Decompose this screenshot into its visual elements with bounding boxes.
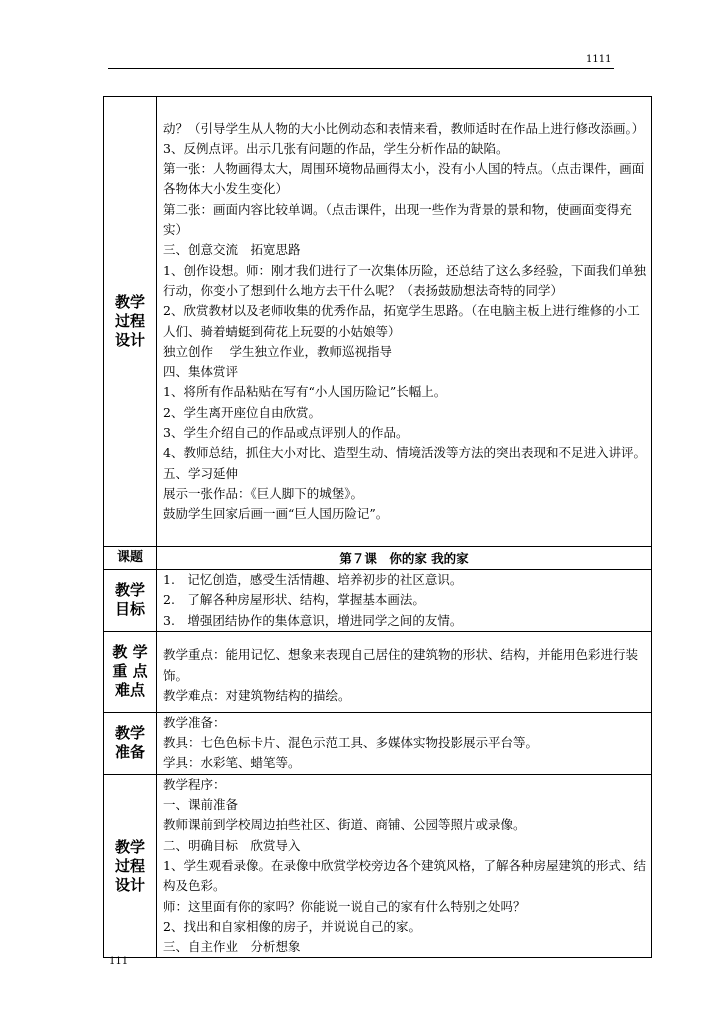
header-rule [108, 68, 614, 69]
process1-line: 第二张：画面内容比较单调。（点击课件，出现一些作为背景的景和物，使画面变得充实） [163, 201, 632, 238]
process2-line: 三、自主作业 分析想象 [163, 939, 301, 955]
header-page-code: 1111 [586, 54, 612, 65]
process2-line: 二、明确目标 欣赏导入 [163, 837, 301, 853]
process2-line: 一、课前准备 [163, 797, 239, 813]
content-process-1 [157, 97, 652, 547]
process1-line: 1、将所有作品粘贴在写有“小人国历险记”长幅上。 [163, 384, 447, 400]
process2-line: 1、学生观看录像。在录像中欣赏学校旁边各个建筑风格，了解各种房屋建筑的形式、结构及色彩。 [163, 857, 646, 894]
label-process-1: 教学 过程 设计 [104, 97, 157, 547]
content-key-points [157, 631, 652, 712]
lesson-plan-table [103, 96, 652, 958]
goal-line: 3. 增强团结协作的集体意识，增进同学之间的友情。 [163, 612, 463, 628]
process2-line: 教师课前到学校周边拍些社区、街道、商铺、公园等照片或录像。 [163, 817, 526, 833]
prep-line: 学具：水彩笔、蜡笔等。 [163, 755, 301, 771]
content-goals [157, 570, 652, 632]
footer-page-code: 111 [109, 956, 129, 967]
process1-line: 1、创作设想。师：刚才我们进行了一次集体历险，还总结了这么多经验，下面我们单独行动，你变小了想到什么地方去干什么呢？（表扬鼓励想法奇特的同学） [163, 262, 646, 298]
label-topic: 课题 [104, 547, 157, 570]
key-point-line: 教学重点：能用记忆、想象来表现自己居住的建筑物的形状、结构，并能用色彩进行装饰。 [163, 647, 639, 683]
process1-line: 展示一张作品：《巨人脚下的城堡》。 [163, 485, 364, 501]
lesson-title: 第７课 你的家 我的家 [157, 547, 652, 570]
process1-line: 动？（引导学生从人物的大小比例动态和表情来看，教师适时在作品上进行修改添画。） [163, 120, 645, 136]
key-point-line: 教学难点：对建筑物结构的描绘。 [163, 688, 351, 704]
process1-line: 独立创作 学生独立作业，教师巡视指导 [163, 343, 392, 359]
process1-line: 2、学生离开座位自由欣赏。 [163, 404, 321, 420]
row-process-1 [104, 97, 652, 547]
process1-line: 三、创意交流 拓宽思路 [163, 242, 301, 258]
prep-line: 教学准备： [163, 714, 226, 730]
row-topic [104, 547, 652, 570]
process1-line: 2、欣赏教材以及老师收集的优秀作品，拓宽学生思路。（在电脑主板上进行维修的小工人们、骑着蜻蜓到荷花上玩耍的小姑娘等） [163, 303, 640, 339]
content-prep [157, 712, 652, 774]
row-key-points [104, 631, 652, 712]
process2-line: 师：这里面有你的家吗？你能说一说自己的家有什么特别之处吗？ [163, 898, 526, 914]
process1-line: 4、教师总结，抓住大小对比、造型生动、情境活泼等方法的突出表现和不足进入讲评。 [163, 445, 646, 461]
label-goals: 教学 目标 [104, 570, 157, 632]
process1-line: 3、反例点评。出示几张有问题的作品，学生分析作品的缺陷。 [163, 140, 509, 156]
process1-line: 四、集体赏评 [163, 364, 239, 380]
process1-line: 3、学生介绍自己的作品或点评别人的作品。 [163, 424, 409, 440]
row-process-2 [104, 774, 652, 958]
label-prep: 教学 准备 [104, 712, 157, 774]
label-key-points: 教 学 重 点 难点 [104, 631, 157, 712]
row-goals [104, 570, 652, 632]
prep-line: 教具：七色色标卡片、混色示范工具、多媒体实物投影展示平台等。 [163, 735, 539, 751]
process1-line: 第一张：人物画得太大，周围环境物品画得太小，没有小人国的特点。（点击课件，画面各物体大小发生变化） [163, 161, 645, 197]
process2-line: 2、找出和自家相像的房子，并说说自己的家。 [163, 918, 421, 934]
row-prep [104, 712, 652, 774]
label-process-2: 教学 过程 设计 [104, 774, 157, 958]
process2-line: 教学程序： [163, 776, 226, 792]
goal-line: 1. 记忆创造，感受生活情趣、培养初步的社区意识。 [163, 572, 463, 587]
process1-line: 鼓励学生回家后画一画“巨人国历险记”。 [163, 506, 389, 522]
process1-line: 五、学习延伸 [163, 465, 239, 481]
content-process-2 [157, 774, 652, 958]
goal-line: 2. 了解各种房屋形状、结构，掌握基本画法。 [163, 592, 425, 608]
